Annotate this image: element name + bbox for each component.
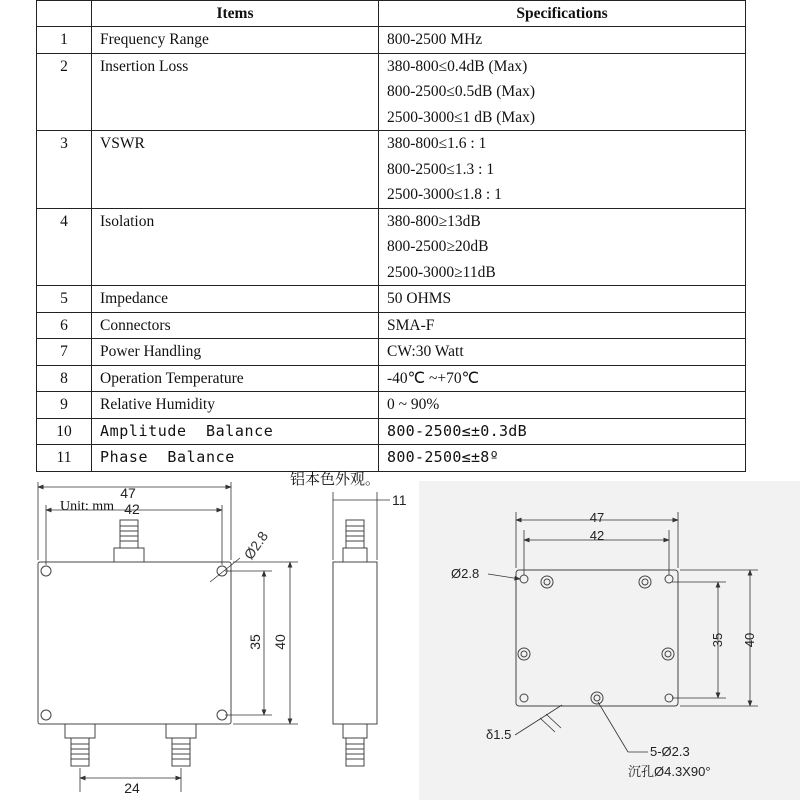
mount-hole xyxy=(41,710,51,720)
item-name: Relative Humidity xyxy=(100,396,215,413)
item-name: Power Handling xyxy=(100,343,202,360)
item-name: Insertion Loss xyxy=(100,57,189,75)
mechanical-drawing xyxy=(0,464,800,800)
spec-value: 800-2500≤0.5dB (Max) xyxy=(387,83,535,100)
spec-value: 2500-3000≥11dB xyxy=(387,263,496,281)
sma-connector-top xyxy=(114,520,144,562)
item-name: Connectors xyxy=(100,316,171,334)
row-number: 11 xyxy=(56,449,72,466)
side-view xyxy=(333,492,407,766)
table-row xyxy=(37,312,746,339)
row-number: 4 xyxy=(60,212,68,230)
table-row xyxy=(37,208,746,286)
bottom-width-47: 47 xyxy=(589,510,605,525)
table-row xyxy=(37,339,746,366)
header-specifications: Specifications xyxy=(379,1,746,27)
front-width-42: 42 xyxy=(124,501,140,517)
spec-value: 2500-3000≤1 dB (Max) xyxy=(387,108,535,126)
front-view xyxy=(38,482,298,796)
specifications-table xyxy=(36,0,746,472)
front-height-35: 35 xyxy=(247,634,263,650)
spec-value: 800-2500≤±0.3dB xyxy=(387,421,527,440)
table-row xyxy=(37,392,746,419)
table-row xyxy=(37,418,746,445)
row-number: 5 xyxy=(60,290,68,307)
finish-caption: 铝本色外观。 xyxy=(290,471,381,488)
table-row xyxy=(37,27,746,54)
table-row xyxy=(37,53,746,131)
row-number: 2 xyxy=(60,57,68,75)
spec-value: 800-2500 MHz xyxy=(387,31,483,48)
header-no xyxy=(37,1,92,27)
spec-value: SMA-F xyxy=(387,316,435,334)
item-name: Frequency Range xyxy=(100,31,209,48)
row-number: 8 xyxy=(60,369,68,387)
row-number: 7 xyxy=(60,343,68,360)
table-row xyxy=(37,286,746,313)
spec-value: 380-800≥13dB xyxy=(387,212,481,230)
countersink-callout: 沉孔Ø4.3X90° xyxy=(628,764,711,779)
connector-spacing-24: 24 xyxy=(124,780,140,796)
spec-value: 800-2500≤1.3 : 1 xyxy=(387,160,495,178)
unit-label: Unit: mm xyxy=(60,499,115,514)
spec-value: 800-2500≤±8º xyxy=(387,448,499,466)
table-row xyxy=(37,365,746,392)
row-number: 10 xyxy=(56,422,72,440)
header-items: Items xyxy=(92,1,379,27)
spec-value: -40℃ ~+70℃ xyxy=(387,369,479,387)
side-thickness-11: 11 xyxy=(392,492,407,508)
front-body xyxy=(38,562,231,724)
hole-count-callout: 5-Ø2.3 xyxy=(650,744,690,759)
item-name: Isolation xyxy=(100,212,155,230)
row-number: 1 xyxy=(60,31,68,48)
item-name: Operation Temperature xyxy=(100,369,244,387)
table-header-row xyxy=(37,1,746,27)
spec-value: 380-800≤0.4dB (Max) xyxy=(387,57,528,75)
spec-value: 2500-3000≤1.8 : 1 xyxy=(387,186,502,203)
front-width-47: 47 xyxy=(120,485,136,501)
item-name: VSWR xyxy=(100,135,145,152)
item-name: Phase Balance xyxy=(100,448,235,466)
edge-thickness: δ1.5 xyxy=(486,727,512,742)
sma-connector-bottom-right xyxy=(166,724,196,766)
item-name: Amplitude Balance xyxy=(100,421,274,440)
row-number: 3 xyxy=(60,135,68,152)
spec-value: 50 OHMS xyxy=(387,290,452,307)
spec-value: 800-2500≥20dB xyxy=(387,238,489,255)
bottom-width-42: 42 xyxy=(589,528,605,543)
table-row xyxy=(37,131,746,209)
sma-connector-bottom-left xyxy=(65,724,95,766)
front-hole-diameter: Ø2.8 xyxy=(240,528,272,563)
spec-value: 380-800≤1.6 : 1 xyxy=(387,135,487,152)
bottom-height-35: 35 xyxy=(710,632,725,648)
item-name: Impedance xyxy=(100,290,168,307)
side-body xyxy=(333,562,377,724)
bottom-hole-diameter: Ø2.8 xyxy=(451,566,480,581)
spec-value: 0 ~ 90% xyxy=(387,396,440,413)
spec-value: CW:30 Watt xyxy=(387,343,464,360)
bottom-height-40: 40 xyxy=(742,632,757,648)
row-number: 9 xyxy=(60,396,68,413)
row-number: 6 xyxy=(60,316,68,334)
mount-hole xyxy=(41,566,51,576)
front-height-40: 40 xyxy=(272,634,288,650)
